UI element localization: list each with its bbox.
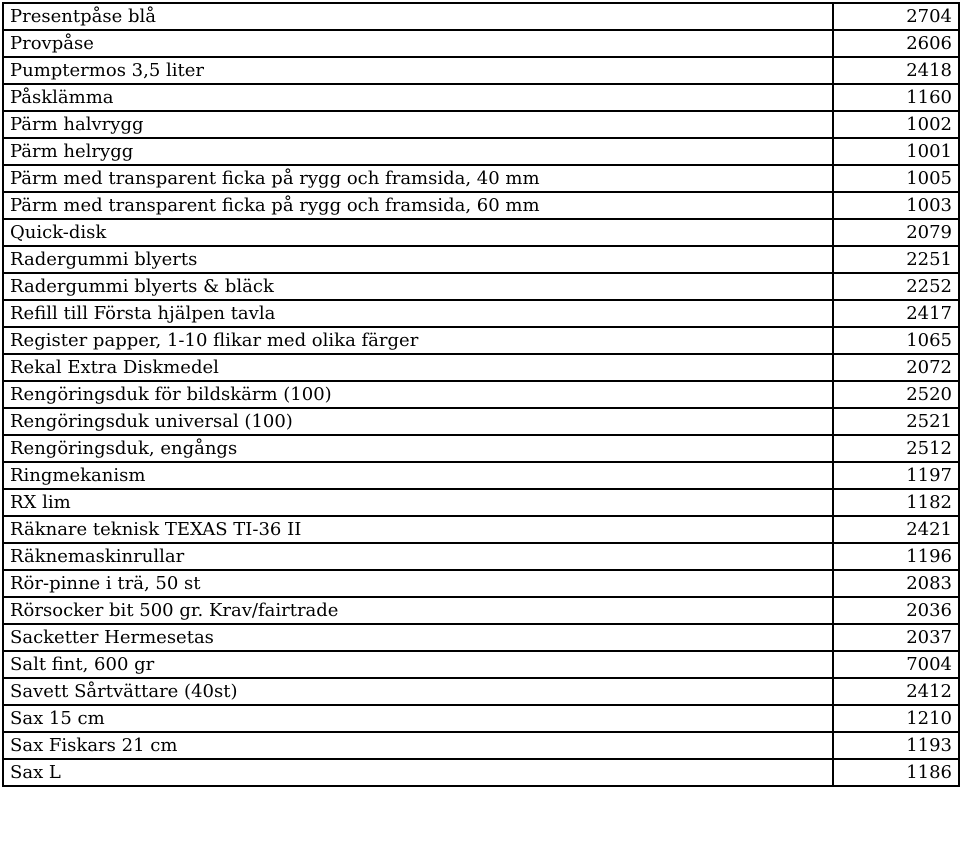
product-name-cell: Pärm halvrygg — [3, 111, 833, 138]
table-row — [3, 138, 959, 165]
table-row — [3, 543, 959, 570]
product-code-cell: 1001 — [833, 138, 959, 165]
product-name-cell: Rengöringsduk universal (100) — [3, 408, 833, 435]
product-name-cell: Sax 15 cm — [3, 705, 833, 732]
product-code-cell: 2704 — [833, 3, 959, 30]
table-row — [3, 273, 959, 300]
table-row — [3, 624, 959, 651]
product-name-cell: Rengöringsduk för bildskärm (100) — [3, 381, 833, 408]
table-row — [3, 192, 959, 219]
product-code-cell: 2037 — [833, 624, 959, 651]
product-name-cell: Radergummi blyerts & bläck — [3, 273, 833, 300]
product-table-body — [3, 3, 959, 786]
product-code-cell: 1003 — [833, 192, 959, 219]
table-row — [3, 84, 959, 111]
product-name-cell: Refill till Första hjälpen tavla — [3, 300, 833, 327]
product-code-cell: 2521 — [833, 408, 959, 435]
product-code-cell: 2418 — [833, 57, 959, 84]
product-name-cell: Pärm med transparent ficka på rygg och framsida, 60 mm — [3, 192, 833, 219]
product-code-cell: 2606 — [833, 30, 959, 57]
product-code-cell: 2412 — [833, 678, 959, 705]
product-name-cell: RX lim — [3, 489, 833, 516]
product-code-cell: 2251 — [833, 246, 959, 273]
product-code-cell: 2036 — [833, 597, 959, 624]
product-name-cell: Rör-pinne i trä, 50 st — [3, 570, 833, 597]
table-row — [3, 300, 959, 327]
table-row — [3, 408, 959, 435]
product-name-cell: Rörsocker bit 500 gr. Krav/fairtrade — [3, 597, 833, 624]
product-name-cell: Rengöringsduk, engångs — [3, 435, 833, 462]
product-code-cell: 1005 — [833, 165, 959, 192]
product-code-cell: 7004 — [833, 651, 959, 678]
product-code-cell: 1186 — [833, 759, 959, 786]
product-name-cell: Ringmekanism — [3, 462, 833, 489]
product-name-cell: Pärm med transparent ficka på rygg och framsida, 40 mm — [3, 165, 833, 192]
table-row — [3, 246, 959, 273]
product-name-cell: Räknare teknisk TEXAS TI-36 II — [3, 516, 833, 543]
product-code-cell: 1197 — [833, 462, 959, 489]
product-name-cell: Räknemaskinrullar — [3, 543, 833, 570]
product-list — [2, 2, 958, 787]
product-code-cell: 2421 — [833, 516, 959, 543]
table-row — [3, 381, 959, 408]
product-name-cell: Salt fint, 600 gr — [3, 651, 833, 678]
table-row — [3, 678, 959, 705]
product-name-cell: Register papper, 1-10 flikar med olika färger — [3, 327, 833, 354]
table-row — [3, 759, 959, 786]
product-table — [2, 2, 960, 787]
table-row — [3, 597, 959, 624]
product-name-cell: Pärm helrygg — [3, 138, 833, 165]
table-row — [3, 111, 959, 138]
table-row — [3, 489, 959, 516]
table-row — [3, 354, 959, 381]
product-code-cell: 2083 — [833, 570, 959, 597]
product-code-cell: 1193 — [833, 732, 959, 759]
product-code-cell: 1210 — [833, 705, 959, 732]
table-row — [3, 651, 959, 678]
table-row — [3, 327, 959, 354]
product-code-cell: 1065 — [833, 327, 959, 354]
table-row — [3, 435, 959, 462]
table-row — [3, 30, 959, 57]
product-name-cell: Påsklämma — [3, 84, 833, 111]
product-code-cell: 2252 — [833, 273, 959, 300]
product-name-cell: Radergummi blyerts — [3, 246, 833, 273]
table-row — [3, 165, 959, 192]
product-name-cell: Sacketter Hermesetas — [3, 624, 833, 651]
product-code-cell: 2072 — [833, 354, 959, 381]
table-row — [3, 732, 959, 759]
table-row — [3, 57, 959, 84]
product-name-cell: Savett Sårtvättare (40st) — [3, 678, 833, 705]
product-name-cell: Pumptermos 3,5 liter — [3, 57, 833, 84]
product-name-cell: Quick-disk — [3, 219, 833, 246]
product-code-cell: 2520 — [833, 381, 959, 408]
table-row — [3, 570, 959, 597]
table-row — [3, 219, 959, 246]
product-code-cell: 2417 — [833, 300, 959, 327]
product-code-cell: 1002 — [833, 111, 959, 138]
table-row — [3, 462, 959, 489]
product-name-cell: Sax L — [3, 759, 833, 786]
product-code-cell: 2512 — [833, 435, 959, 462]
product-code-cell: 2079 — [833, 219, 959, 246]
product-name-cell: Provpåse — [3, 30, 833, 57]
table-row — [3, 516, 959, 543]
product-name-cell: Presentpåse blå — [3, 3, 833, 30]
table-row — [3, 3, 959, 30]
table-row — [3, 705, 959, 732]
product-name-cell: Rekal Extra Diskmedel — [3, 354, 833, 381]
product-code-cell: 1182 — [833, 489, 959, 516]
product-code-cell: 1160 — [833, 84, 959, 111]
product-code-cell: 1196 — [833, 543, 959, 570]
product-name-cell: Sax Fiskars 21 cm — [3, 732, 833, 759]
